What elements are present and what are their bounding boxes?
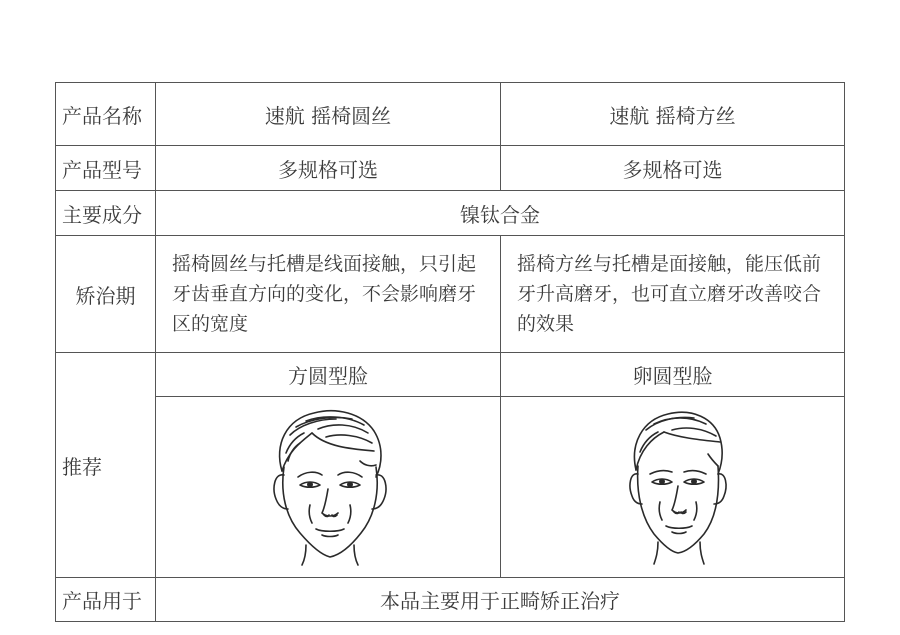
label-usage: 产品用于: [62, 589, 142, 613]
round-wire-face-type: 方圆型脸: [288, 364, 368, 388]
square-wire-model: 多规格可选: [622, 157, 723, 182]
square-round-face-illustration: [266, 405, 391, 571]
label-product-model: 产品型号: [62, 157, 142, 182]
label-product-name: 产品名称: [62, 103, 142, 128]
round-wire-treatment-desc: 摇椅圆丝与托槽是线面接触，只引起牙齿垂直方向的变化，不会影响磨牙区的宽度: [172, 253, 477, 335]
material-value: 镍钛合金: [460, 202, 540, 227]
square-wire-treatment-desc: 摇椅方丝与托槽是面接触，能压低前牙升高磨牙，也可直立磨牙改善咬合的效果: [517, 253, 822, 335]
label-treatment: 矫治期: [75, 283, 136, 308]
label-material: 主要成分: [62, 202, 142, 227]
round-wire-name: 速航 摇椅圆丝: [264, 103, 392, 128]
square-wire-name: 速航 摇椅方丝: [609, 103, 736, 128]
round-wire-model: 多规格可选: [278, 157, 378, 182]
oval-face-illustration: [624, 408, 729, 570]
product-comparison-table: [55, 82, 845, 622]
usage-value: 本品主要用于正畸矫正治疗: [380, 589, 620, 613]
square-wire-face-type: 卵圆型脸: [632, 364, 713, 388]
label-recommend: 推荐: [62, 454, 102, 479]
